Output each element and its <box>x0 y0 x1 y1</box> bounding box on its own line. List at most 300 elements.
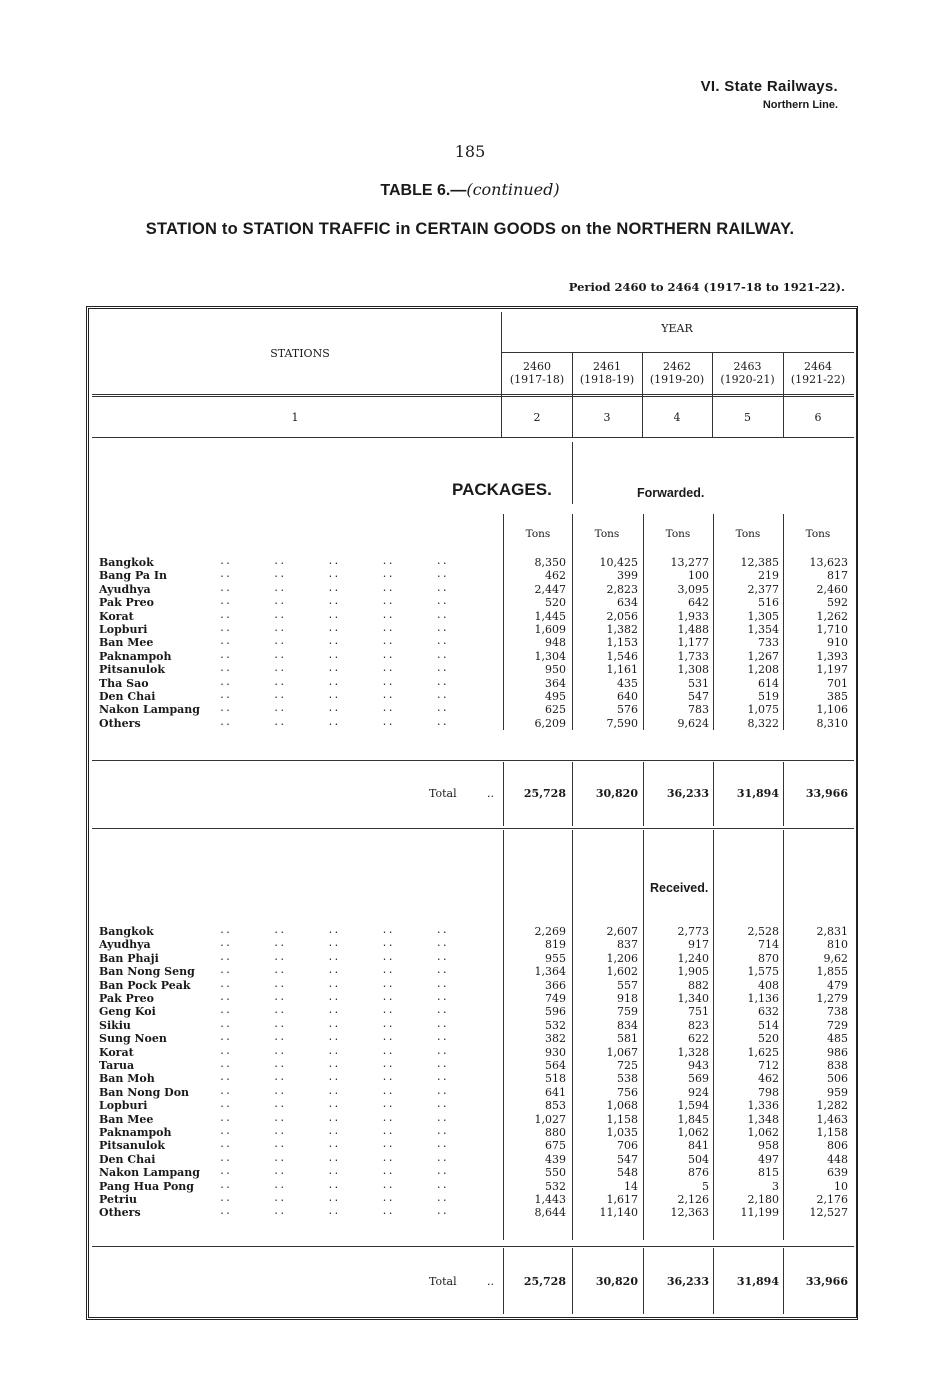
traffic-value: 547 <box>617 1152 638 1166</box>
leader-dots: .. .. .. .. .. <box>219 1085 448 1097</box>
traffic-value: 810 <box>827 938 848 952</box>
traffic-value: 639 <box>827 1166 848 1180</box>
total-dots: .. <box>487 787 494 800</box>
station-name: Ban Mee <box>99 636 154 650</box>
traffic-value: 955 <box>545 951 566 965</box>
traffic-value: 910 <box>827 636 848 650</box>
station-name: Den Chai <box>99 690 156 703</box>
traffic-value: 3,095 <box>677 582 709 596</box>
year-be: 2461 <box>593 360 621 373</box>
leader-dots: .. .. .. .. .. <box>219 1193 448 1204</box>
leader-dots: .. .. .. .. .. <box>219 569 448 581</box>
forwarded-row <box>99 663 850 676</box>
leader-dots: .. .. .. .. .. <box>219 1206 448 1218</box>
leader-dots: .. .. .. .. .. <box>219 938 448 950</box>
traffic-value: 1,382 <box>606 623 638 636</box>
year-be: 2460 <box>523 360 551 373</box>
traffic-value: 10,425 <box>599 556 638 569</box>
traffic-value: 1,733 <box>677 649 709 663</box>
leader-dots: .. .. .. .. .. <box>219 1032 448 1044</box>
total-value: 25,728 <box>523 787 566 800</box>
traffic-value: 943 <box>688 1059 709 1072</box>
traffic-value: 1,161 <box>606 663 638 677</box>
traffic-value: 701 <box>827 676 848 690</box>
traffic-value: 1,445 <box>534 609 566 623</box>
unit-label: Tons <box>525 528 551 540</box>
traffic-value: 1,035 <box>606 1126 638 1139</box>
traffic-value: 1,609 <box>534 623 566 636</box>
traffic-value: 1,340 <box>677 992 709 1005</box>
year-ad: (1920-21) <box>720 373 775 386</box>
column-number: 6 <box>814 411 822 424</box>
total-value: 31,894 <box>736 1275 779 1288</box>
traffic-value: 100 <box>688 569 709 583</box>
leader-dots: .. .. .. .. .. <box>219 1152 448 1164</box>
year-be: 2463 <box>733 360 762 373</box>
received-row <box>99 979 850 992</box>
leader-dots: .. .. .. .. .. <box>219 1059 448 1070</box>
station-name: Bang Pa In <box>99 569 168 583</box>
traffic-value: 13,623 <box>809 556 848 569</box>
traffic-value: 1,308 <box>677 663 709 677</box>
received-row <box>99 1166 850 1179</box>
traffic-value: 1,575 <box>747 965 779 979</box>
traffic-value: 1,206 <box>606 951 638 965</box>
station-name: Others <box>99 716 141 730</box>
traffic-value: 12,363 <box>670 1206 709 1220</box>
column-number: 1 <box>291 411 299 424</box>
station-name: Ayudhya <box>99 582 151 596</box>
line-subheading: Northern Line. <box>762 99 838 111</box>
year-underline <box>502 352 854 353</box>
traffic-value: 518 <box>545 1072 566 1086</box>
traffic-value: 930 <box>545 1045 566 1059</box>
table-label <box>0 180 940 200</box>
traffic-value: 640 <box>617 690 638 703</box>
traffic-value: 725 <box>617 1059 638 1072</box>
traffic-value: 924 <box>688 1085 709 1099</box>
total-value: 33,966 <box>805 1275 848 1288</box>
traffic-value: 382 <box>545 1032 566 1046</box>
forwarded-row <box>99 650 850 663</box>
received-row <box>99 925 850 938</box>
traffic-value: 1,905 <box>677 965 709 979</box>
section-heading: VI. State Railways. <box>700 78 838 95</box>
traffic-value: 9,62 <box>823 951 848 965</box>
traffic-value: 2,823 <box>606 582 638 596</box>
forwarded-row <box>99 703 850 716</box>
leader-dots: .. .. .. .. .. <box>219 676 448 688</box>
received-heading: Received. <box>650 881 709 895</box>
traffic-value: 435 <box>617 676 638 690</box>
leader-dots: .. .. .. .. .. <box>219 1112 448 1124</box>
total-value: 31,894 <box>736 787 779 800</box>
forwarded-row <box>99 690 850 703</box>
traffic-value: 1,177 <box>677 636 709 650</box>
traffic-value: 532 <box>545 1018 566 1032</box>
traffic-value: 1,067 <box>606 1045 638 1059</box>
station-name: Pak Preo <box>99 992 154 1005</box>
traffic-value: 917 <box>688 938 709 952</box>
station-name: Pang Hua Pong <box>99 1179 194 1193</box>
traffic-value: 1,240 <box>677 951 709 965</box>
leader-dots: .. .. .. .. .. <box>219 609 448 621</box>
station-name: Korat <box>99 1045 134 1059</box>
traffic-value: 506 <box>827 1072 848 1086</box>
forwarded-total-bottom-rule <box>92 828 854 829</box>
traffic-value: 622 <box>688 1032 709 1046</box>
traffic-value: 364 <box>545 676 566 690</box>
leader-dots: .. .. .. .. .. <box>219 1139 448 1151</box>
traffic-value: 783 <box>688 703 709 717</box>
traffic-value: 2,269 <box>534 925 566 938</box>
traffic-value: 1,488 <box>677 623 709 636</box>
traffic-value: 614 <box>758 676 779 690</box>
traffic-value: 8,644 <box>534 1206 566 1220</box>
total-value: 30,820 <box>595 787 638 800</box>
traffic-value: 837 <box>617 938 638 952</box>
station-name: Lopburi <box>99 623 148 636</box>
traffic-value: 1,282 <box>816 1099 848 1113</box>
leader-dots: .. .. .. .. .. <box>219 649 448 661</box>
traffic-value: 1,027 <box>534 1112 566 1126</box>
station-name: Ban Nong Don <box>99 1085 190 1099</box>
traffic-value: 11,199 <box>740 1206 779 1220</box>
leader-dots: .. .. .. .. .. <box>219 582 448 594</box>
forwarded-row <box>99 717 850 730</box>
total-value: 30,820 <box>595 1275 638 1288</box>
year-header-cell <box>642 360 712 386</box>
traffic-value: 815 <box>758 1166 779 1180</box>
station-name: Bangkok <box>99 925 154 938</box>
traffic-value: 462 <box>545 569 566 583</box>
traffic-value: 950 <box>545 663 566 677</box>
traffic-value: 385 <box>827 690 848 703</box>
page-number: 185 <box>454 142 486 161</box>
traffic-value: 12,527 <box>809 1206 848 1220</box>
traffic-value: 462 <box>758 1072 779 1086</box>
received-row <box>99 952 850 965</box>
leader-dots: .. .. .. .. .. <box>219 636 448 648</box>
traffic-value: 918 <box>617 992 638 1005</box>
station-name: Lopburi <box>99 1099 148 1113</box>
forwarded-bracket-left <box>572 442 573 504</box>
total-label: Total <box>429 787 457 800</box>
received-row <box>99 1005 850 1018</box>
period-caption: Period 2460 to 2464 (1917-18 to 1921-22). <box>568 280 845 294</box>
leader-dots: .. .. .. .. .. <box>219 965 448 977</box>
traffic-value: 1,348 <box>747 1112 779 1126</box>
packages-heading: PACKAGES. <box>452 480 552 499</box>
traffic-value: 13,277 <box>670 556 709 569</box>
traffic-value: 1,197 <box>816 663 848 677</box>
leader-dots: .. .. .. .. .. <box>219 703 448 715</box>
year-ad: (1919-20) <box>649 373 705 386</box>
forwarded-total-row <box>99 786 850 802</box>
traffic-value: 6,209 <box>534 716 566 730</box>
table-main-title: STATION to STATION TRAFFIC in CERTAIN GOODS on the NORTHERN RAILWAY. <box>145 220 795 238</box>
traffic-value: 408 <box>758 978 779 992</box>
station-name: Ban Phaji <box>99 951 159 965</box>
year-header-cell <box>783 360 853 386</box>
leader-dots: .. .. .. .. .. <box>219 716 448 728</box>
traffic-value: 838 <box>827 1059 848 1072</box>
received-row <box>99 992 850 1005</box>
total-value: 25,728 <box>523 1275 566 1288</box>
traffic-value: 1,933 <box>677 609 709 623</box>
traffic-value: 448 <box>827 1152 848 1166</box>
traffic-value: 5 <box>702 1179 709 1193</box>
traffic-value: 399 <box>617 569 638 583</box>
traffic-value: 749 <box>545 992 566 1005</box>
total-value: 33,966 <box>805 787 848 800</box>
traffic-value: 1,625 <box>747 1045 779 1059</box>
traffic-value: 2,056 <box>606 609 638 623</box>
traffic-value: 2,377 <box>747 582 779 596</box>
received-row <box>99 1099 850 1112</box>
leader-dots: .. .. .. .. .. <box>219 1072 448 1084</box>
received-row <box>99 1032 850 1045</box>
traffic-value: 547 <box>688 690 709 703</box>
traffic-value: 634 <box>617 596 638 610</box>
traffic-value: 759 <box>617 1005 638 1019</box>
received-row <box>99 1139 850 1152</box>
station-name: Pak Preo <box>99 596 154 610</box>
traffic-value: 1,158 <box>606 1112 638 1126</box>
total-value: 36,233 <box>666 1275 709 1288</box>
received-row <box>99 1113 850 1126</box>
received-row <box>99 1180 850 1193</box>
leader-dots: .. .. .. .. .. <box>219 1166 448 1178</box>
leader-dots: .. .. .. .. .. <box>219 1018 448 1030</box>
traffic-value: 2,831 <box>816 925 848 938</box>
traffic-value: 497 <box>758 1152 779 1166</box>
traffic-value: 841 <box>688 1139 709 1153</box>
station-name: Pitsanulok <box>99 663 165 677</box>
traffic-value: 1,153 <box>606 636 638 650</box>
traffic-value: 1,106 <box>816 703 848 717</box>
traffic-value: 519 <box>758 690 779 703</box>
station-name: Paknampoh <box>99 649 172 663</box>
traffic-value: 8,322 <box>747 716 779 730</box>
traffic-value: 986 <box>827 1045 848 1059</box>
traffic-value: 819 <box>545 938 566 952</box>
year-header-cell <box>502 360 572 386</box>
traffic-value: 2,607 <box>606 925 638 938</box>
traffic-value: 596 <box>545 1005 566 1019</box>
traffic-value: 798 <box>758 1085 779 1099</box>
traffic-value: 550 <box>545 1166 566 1180</box>
leader-dots: .. .. .. .. .. <box>219 663 448 675</box>
leader-dots: .. .. .. .. .. <box>219 992 448 1003</box>
traffic-value: 642 <box>688 596 709 610</box>
unit-label: Tons <box>594 528 620 540</box>
traffic-value: 806 <box>827 1139 848 1153</box>
traffic-value: 706 <box>617 1139 638 1153</box>
traffic-value: 1,845 <box>677 1112 709 1126</box>
station-name: Bangkok <box>99 556 154 569</box>
traffic-value: 675 <box>545 1139 566 1153</box>
received-row <box>99 1046 850 1059</box>
header-rule <box>92 394 854 397</box>
traffic-value: 12,385 <box>740 556 779 569</box>
table-label-text: TABLE 6.— <box>380 182 467 199</box>
traffic-value: 1,393 <box>816 649 848 663</box>
station-name: Geng Koi <box>99 1005 156 1019</box>
leader-dots: .. .. .. .. .. <box>219 925 448 936</box>
forwarded-row <box>99 623 850 636</box>
station-name: Nakon Lampang <box>99 1166 200 1180</box>
traffic-value: 880 <box>545 1126 566 1139</box>
traffic-value: 1,068 <box>606 1099 638 1113</box>
unit-label: Tons <box>805 528 831 540</box>
traffic-value: 538 <box>617 1072 638 1086</box>
station-name: Tha Sao <box>99 676 149 690</box>
received-row <box>99 1126 850 1139</box>
traffic-value: 712 <box>758 1059 779 1072</box>
traffic-value: 756 <box>617 1085 638 1099</box>
forwarded-heading: Forwarded. <box>637 486 705 500</box>
traffic-value: 1,136 <box>747 992 779 1005</box>
traffic-value: 581 <box>617 1032 638 1046</box>
traffic-value: 3 <box>772 1179 779 1193</box>
year-be: 2464 <box>804 360 832 373</box>
received-row <box>99 1019 850 1032</box>
unit-label: Tons <box>735 528 761 540</box>
traffic-value: 10 <box>834 1179 848 1193</box>
traffic-value: 514 <box>758 1018 779 1032</box>
traffic-value: 1,158 <box>816 1126 848 1139</box>
unit-label: Tons <box>665 528 691 540</box>
traffic-value: 729 <box>827 1018 848 1032</box>
traffic-value: 531 <box>688 676 709 690</box>
traffic-value: 834 <box>617 1018 638 1032</box>
traffic-value: 592 <box>827 596 848 610</box>
station-name: Tarua <box>99 1059 135 1072</box>
received-total-row <box>99 1274 850 1290</box>
received-total-top-rule <box>92 1246 854 1247</box>
leader-dots: .. .. .. .. .. <box>219 1126 448 1137</box>
received-row <box>99 1153 850 1166</box>
traffic-value: 557 <box>617 978 638 992</box>
traffic-value: 882 <box>688 978 709 992</box>
traffic-value: 1,075 <box>747 703 779 717</box>
traffic-value: 2,126 <box>677 1193 709 1206</box>
traffic-value: 817 <box>827 569 848 583</box>
traffic-value: 733 <box>758 636 779 650</box>
station-name: Nakon Lampang <box>99 703 200 717</box>
traffic-value: 1,267 <box>747 649 779 663</box>
leader-dots: .. .. .. .. .. <box>219 596 448 608</box>
traffic-value: 853 <box>545 1099 566 1113</box>
year-ad: (1921-22) <box>790 373 846 386</box>
traffic-value: 532 <box>545 1179 566 1193</box>
year-ad: (1918-19) <box>579 373 635 386</box>
traffic-value: 1,354 <box>747 623 779 636</box>
forwarded-row <box>99 677 850 690</box>
traffic-value: 479 <box>827 978 848 992</box>
traffic-value: 1,305 <box>747 609 779 623</box>
leader-dots: .. .. .. .. .. <box>219 951 448 963</box>
total-dots: .. <box>487 1275 494 1288</box>
traffic-value: 1,364 <box>534 965 566 979</box>
traffic-value: 641 <box>545 1085 566 1099</box>
traffic-value: 576 <box>617 703 638 717</box>
station-name: Sikiu <box>99 1018 131 1032</box>
station-name: Ban Moh <box>99 1072 155 1086</box>
traffic-value: 516 <box>758 596 779 610</box>
traffic-value: 520 <box>758 1032 779 1046</box>
received-row <box>99 1072 850 1085</box>
received-row <box>99 1206 850 1219</box>
traffic-value: 485 <box>827 1032 848 1046</box>
forwarded-row <box>99 556 850 569</box>
table-continued-text: (continued) <box>466 180 560 199</box>
traffic-value: 1,710 <box>816 623 848 636</box>
traffic-value: 1,208 <box>747 663 779 677</box>
year-header: YEAR <box>661 322 693 335</box>
traffic-value: 823 <box>688 1018 709 1032</box>
traffic-value: 876 <box>688 1166 709 1180</box>
leader-dots: .. .. .. .. .. <box>219 556 448 567</box>
leader-dots: .. .. .. .. .. <box>219 623 448 634</box>
received-row <box>99 938 850 951</box>
traffic-value: 495 <box>545 690 566 703</box>
traffic-value: 1,463 <box>816 1112 848 1126</box>
traffic-value: 2,528 <box>747 925 779 938</box>
traffic-value: 751 <box>688 1005 709 1019</box>
year-header-cell <box>712 360 783 386</box>
year-ad: (1917-18) <box>509 373 565 386</box>
station-name: Pitsanulok <box>99 1139 165 1153</box>
station-name: Petriu <box>99 1193 138 1206</box>
received-row <box>99 1193 850 1206</box>
column-number: 3 <box>603 411 611 424</box>
traffic-value: 14 <box>624 1179 638 1193</box>
forwarded-total-top-rule <box>92 760 854 761</box>
traffic-value: 439 <box>545 1152 566 1166</box>
station-name: Paknampoh <box>99 1126 172 1139</box>
station-name: Den Chai <box>99 1152 156 1166</box>
traffic-value: 219 <box>758 569 779 583</box>
station-name: Ban Pock Peak <box>99 978 191 992</box>
forwarded-row <box>99 610 850 623</box>
traffic-value: 632 <box>758 1005 779 1019</box>
year-header-cell <box>572 360 642 386</box>
traffic-value: 948 <box>545 636 566 650</box>
year-be: 2462 <box>663 360 691 373</box>
traffic-value: 1,855 <box>816 965 848 979</box>
traffic-value: 959 <box>827 1085 848 1099</box>
station-name: Ayudhya <box>99 938 151 952</box>
traffic-value: 1,062 <box>677 1126 709 1139</box>
stations-header: STATIONS <box>270 347 330 360</box>
traffic-value: 9,624 <box>677 716 709 730</box>
traffic-value: 11,140 <box>599 1206 638 1220</box>
traffic-value: 366 <box>545 978 566 992</box>
forwarded-row <box>99 596 850 609</box>
column-number: 5 <box>744 411 751 424</box>
traffic-value: 1,304 <box>534 649 566 663</box>
received-row <box>99 1086 850 1099</box>
traffic-value: 1,443 <box>534 1193 566 1206</box>
traffic-value: 714 <box>758 938 779 952</box>
traffic-value: 7,590 <box>606 716 638 730</box>
column-number-rule <box>92 437 854 438</box>
leader-dots: .. .. .. .. .. <box>219 690 448 701</box>
traffic-value: 870 <box>758 951 779 965</box>
traffic-value: 564 <box>545 1059 566 1072</box>
